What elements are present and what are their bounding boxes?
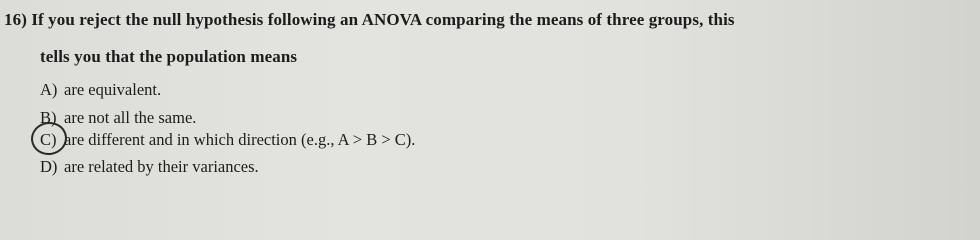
option-b-text: are not all the same.: [64, 108, 197, 127]
question-number: 16): [4, 10, 27, 29]
option-c-text: are different and in which direction (e.g., A > B > C).: [64, 130, 416, 149]
option-d-text: are related by their variances.: [64, 157, 259, 176]
question-line-2: [40, 47, 297, 67]
question-text-line-2: tells you that the population means: [40, 47, 298, 66]
option-a[interactable]: [40, 80, 161, 100]
option-b[interactable]: [40, 108, 196, 128]
question-line-1: [4, 10, 735, 30]
option-d[interactable]: [40, 157, 259, 177]
option-a-letter: A): [40, 80, 58, 99]
option-c-letter: C): [40, 130, 57, 149]
question-text-line-1: If you reject the null hypothesis following an ANOVA comparing the means of three groups, this: [31, 10, 735, 29]
option-b-letter: B): [40, 108, 57, 127]
option-d-letter: D): [40, 157, 58, 176]
option-c[interactable]: [40, 130, 415, 150]
option-a-text: are equivalent.: [64, 80, 162, 99]
